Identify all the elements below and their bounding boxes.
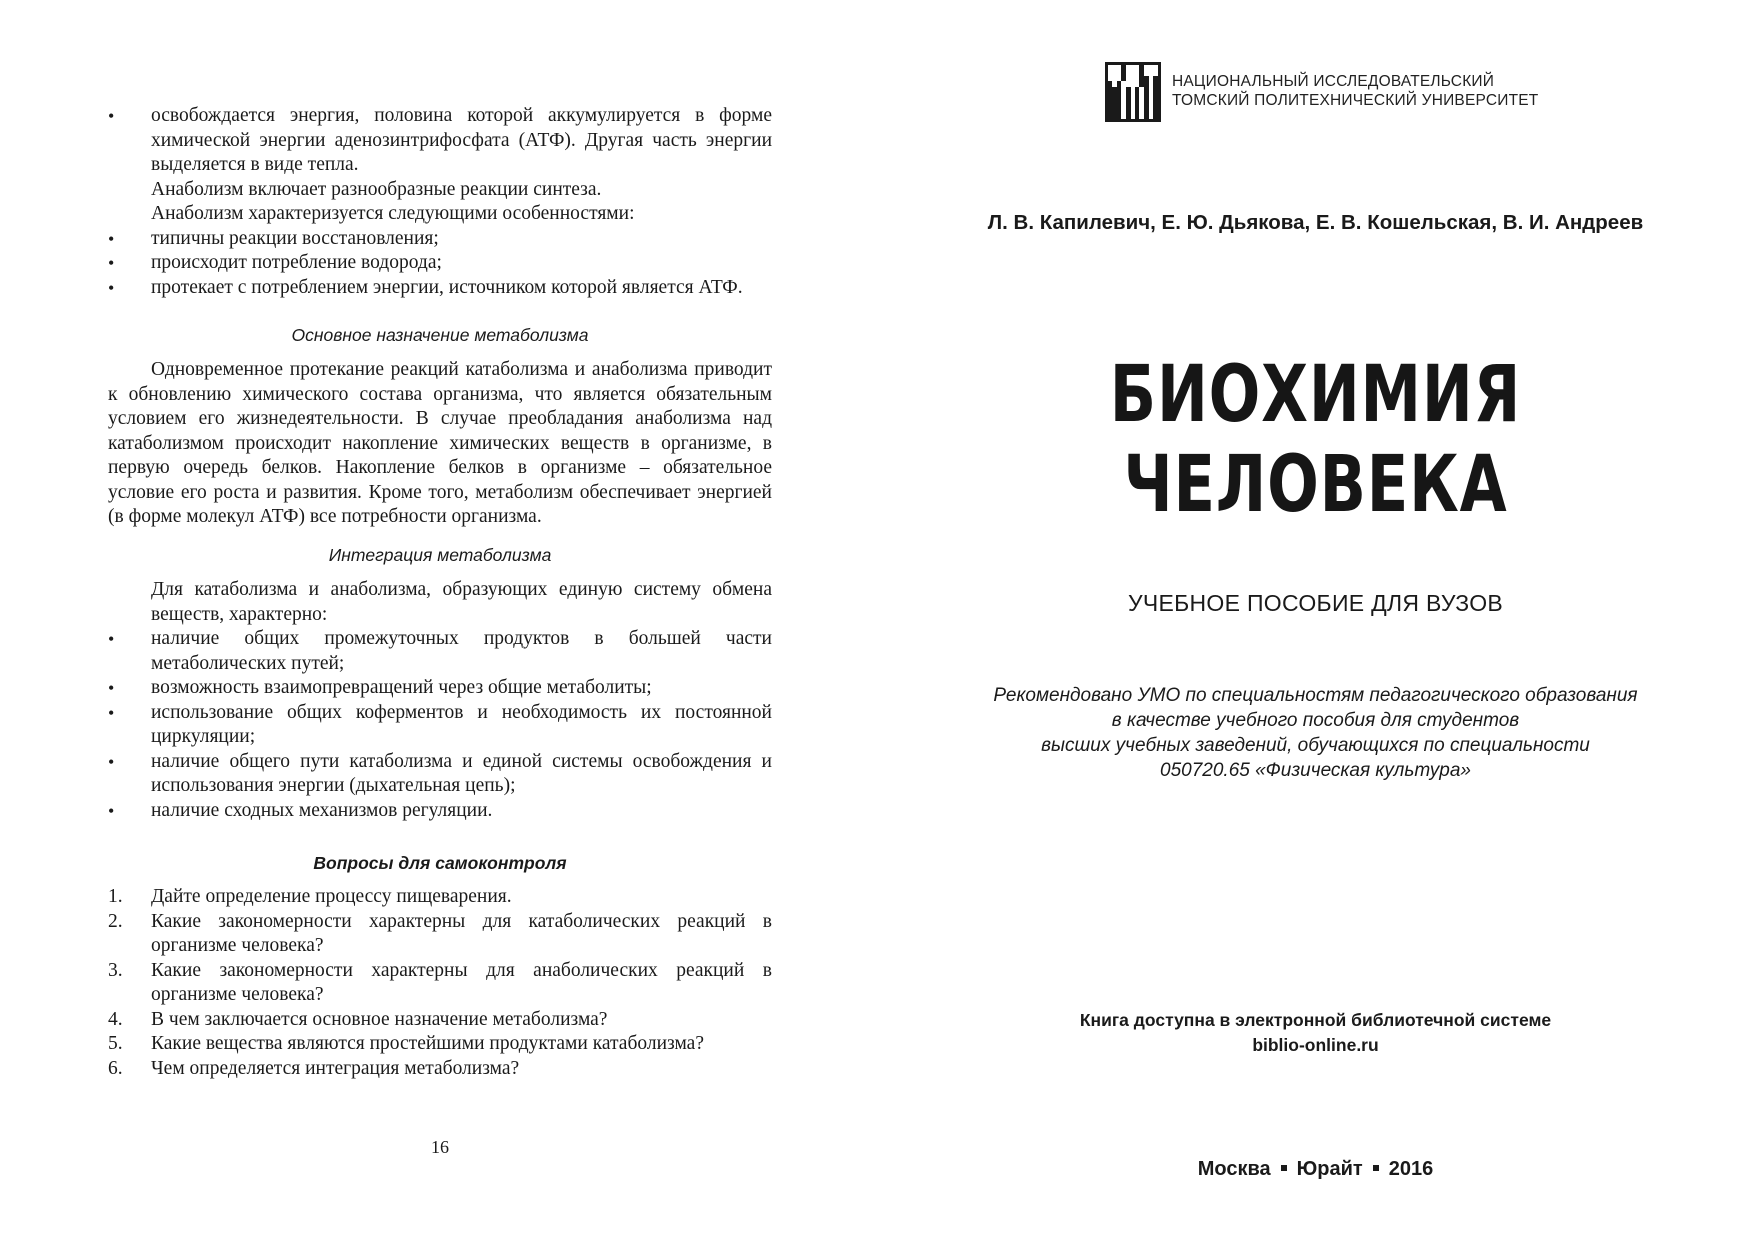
question-item: 4. В чем заключается основное назначение метаболизма? <box>108 1008 608 1030</box>
purpose-paragraph: Одновременное протекание реакций катаболизма и анаболизма приводит к обновлению химического состава организма, что является обязательным условием его жизнедеятельности. В случае преобладания анаболизма над катаболизмом происходит накопление химических веществ в организме, в первую очередь белков. Накопление белков в организме – обязательное условие его роста и развития. Кроме того, метаболизм обеспечивает энергией (в форме молекул АТФ) все потребности организма. <box>108 359 772 527</box>
list-item: • происходит потребление водорода; <box>108 252 442 273</box>
recommendation: Рекомендовано УМО по специальностям педагогического образования в качестве учебного пособия для студентов высших учебных заведений, обучающихся по специальности 050720.65 «Физическая культура» <box>993 685 1638 781</box>
text-line: Анаболизм характеризуется следующими особенностями: <box>151 203 635 224</box>
list-item: • наличие общего пути катаболизма и единой системы освобождения и использования энергии (дыхательная цепь); <box>108 750 772 796</box>
list-item: • возможность взаимопревращений через общие метаболиты; <box>108 677 652 698</box>
integration-block <box>108 578 772 823</box>
list-item: • протекает с потреблением энергии, источником которой является АТФ. <box>108 276 743 298</box>
questions-list <box>108 885 772 1081</box>
university-name: НАЦИОНАЛЬНЫЙ ИССЛЕДОВАТЕЛЬСКИЙ ТОМСКИЙ ПОЛИТЕХНИЧЕСКИЙ УНИВЕРСИТЕТ <box>1172 73 1539 109</box>
bullet-text: наличие сходных механизмов регуляции. <box>151 799 493 821</box>
book-title-line1: БИОХИМИЯ <box>1109 350 1522 440</box>
right-page <box>877 0 1754 1240</box>
list-item: • наличие общих промежуточных продуктов в большей части метаболических путей; <box>108 628 772 674</box>
book-subtitle: УЧЕБНОЕ ПОСОБИЕ ДЛЯ ВУЗОВ <box>1127 590 1504 616</box>
bullet-text: протекает с потреблением энергии, источником которой является АТФ. <box>151 276 743 298</box>
imprint <box>877 1158 1754 1181</box>
university-logo-icon <box>1105 62 1161 122</box>
section-heading-purpose: Основное назначение метаболизма <box>291 325 589 345</box>
bullet-text: происходит потребление водорода; <box>151 252 442 273</box>
section-heading-questions: Вопросы для самоконтроля <box>313 853 567 873</box>
bullet-text: использование общих коферментов и необходимость их постоянной циркуляции; <box>151 701 772 747</box>
imprint-publisher: Юрайт <box>1296 1158 1363 1180</box>
text-line: Анаболизм включает разнообразные реакции синтеза. <box>151 178 602 200</box>
question-item: 1. Дайте определение процессу пищеварения. <box>108 886 512 907</box>
section-heading-integration: Интеграция метаболизма <box>328 545 552 565</box>
imprint-city: Москва <box>1197 1158 1271 1180</box>
imprint-year: 2016 <box>1388 1158 1434 1180</box>
list-item <box>108 104 772 178</box>
top-block <box>108 104 772 300</box>
question-item: 3. Какие закономерности характерны для анаболических реакций в организме человека? <box>108 959 772 1005</box>
bullet-text: освобождается энергия, половина которой аккумулируется в форме химической энергии аденозинтрифосфата (АТФ). Другая часть энергии выделяется в виде тепла. <box>151 105 772 175</box>
list-item: • типичны реакции восстановления; <box>108 227 439 249</box>
integration-intro: Для катаболизма и анаболизма, образующих единую систему обмена веществ, характерно: <box>151 579 772 625</box>
list-item: • использование общих коферментов и необходимость их постоянной циркуляции; <box>108 701 772 747</box>
book-title-line2: ЧЕЛОВЕКА <box>1123 440 1508 530</box>
library-link: biblio-online.ru <box>1252 1035 1379 1055</box>
bullet-text: типичны реакции восстановления; <box>151 227 439 249</box>
bullet: • <box>108 106 115 126</box>
bullet-text: возможность взаимопревращений через общие метаболиты; <box>151 677 652 698</box>
question-item: 2. Какие закономерности характерны для катаболических реакций в организме человека? <box>108 910 772 956</box>
bullet-text: наличие общего пути катаболизма и единой системы освобождения и использования энергии (дыхательная цепь); <box>151 750 772 796</box>
question-item: 6. Чем определяется интеграция метаболизма? <box>108 1057 520 1079</box>
bullet-text: наличие общих промежуточных продуктов в большей части метаболических путей; <box>151 628 772 674</box>
question-item: 5. Какие вещества являются простейшими продуктами катаболизма? <box>108 1033 704 1054</box>
authors: Л. В. Капилевич, Е. Ю. Дьякова, Е. В. Кошельская, В. И. Андреев <box>987 211 1644 234</box>
availability-note: Книга доступна в электронной библиотечной системе biblio-online.ru <box>877 1008 1754 1058</box>
page-number: 16 <box>431 1137 449 1157</box>
list-item: • наличие сходных механизмов регуляции. <box>108 799 493 821</box>
